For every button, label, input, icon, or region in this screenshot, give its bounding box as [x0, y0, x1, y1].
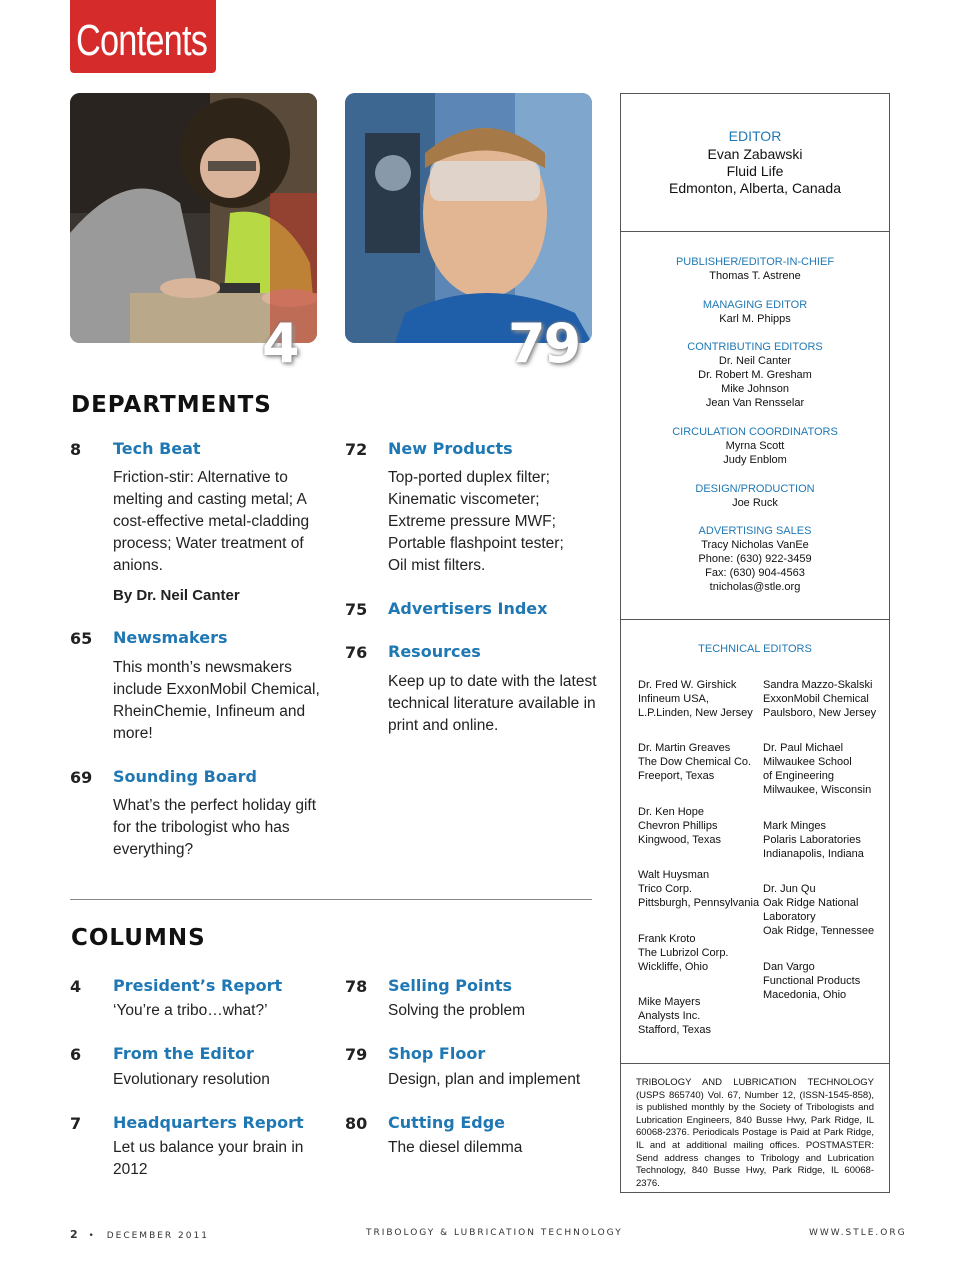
staff-group	[621, 298, 889, 326]
staff-phone: Phone: (630) 922-3459	[698, 553, 812, 565]
entry-description: What’s the perfect holiday gift for the tribologist who has everything?	[113, 797, 317, 858]
entry-description: Let us balance your brain in 2012	[113, 1139, 304, 1178]
entry-page-number: 65	[70, 629, 93, 648]
staff-name: Tracy Nicholas VanEe	[701, 539, 809, 551]
technical-editor: Sandra Mazzo-Skalski ExxonMobil Chemical Paulsboro, New Jersey	[763, 679, 877, 719]
technical-editor: Dr. Paul Michael Milwaukee School of Engineering Milwaukee, Wisconsin	[763, 742, 872, 796]
staff-name: Myrna Scott	[725, 440, 785, 452]
technical-editor: Frank Kroto The Lubrizol Corp. Wickliffe, Ohio	[638, 933, 729, 973]
entry-title-link[interactable]: From the Editor	[113, 1044, 254, 1063]
staff-role: CIRCULATION COORDINATORS	[672, 426, 838, 438]
staff-name: Dr. Neil Canter	[718, 355, 792, 367]
entry-description: Design, plan and implement	[388, 1071, 581, 1088]
staff-name: Jean Van Rensselar	[705, 397, 805, 409]
staff-name: Judy Enblom	[723, 454, 787, 466]
editor-company: Fluid Life	[726, 163, 784, 179]
staff-group	[621, 340, 889, 410]
entry-description: ‘You’re a tribo…what?’	[113, 1002, 268, 1019]
contents-header	[70, 0, 216, 73]
staff-role: CONTRIBUTING EDITORS	[687, 341, 823, 353]
technical-editor: Mike Mayers Analysts Inc. Stafford, Texas	[638, 996, 711, 1036]
footer-separator: •	[88, 1231, 96, 1241]
technical-editor: Dr. Jun Qu Oak Ridge National Laboratory Oak Ridge, Tennessee	[763, 883, 875, 937]
entry-page-number: 75	[345, 600, 368, 619]
staff-group	[621, 425, 889, 467]
footer-page-number: 2	[70, 1228, 78, 1241]
staff-fax: Fax: (630) 904-4563	[705, 567, 805, 579]
photo-page-number: 79	[508, 312, 580, 375]
entry-page-number: 78	[345, 977, 368, 996]
footer-website-link[interactable]: WWW.STLE.ORG	[809, 1228, 907, 1238]
entry-description: This month’s newsmakers include ExxonMobil Chemical, RheinChemie, Infineum and more!	[113, 659, 320, 742]
masthead-technical-editors-box	[620, 619, 890, 1064]
entry-title-link[interactable]: Tech Beat	[113, 439, 201, 458]
staff-name: Karl M. Phipps	[719, 313, 791, 325]
page-title: Contents	[76, 16, 208, 65]
entry-page-number: 4	[70, 977, 82, 996]
entry-description: Evolutionary resolution	[113, 1071, 270, 1088]
staff-group	[621, 255, 889, 283]
technical-editor: Dr. Ken Hope Chevron Phillips Kingwood, Texas	[638, 806, 721, 846]
entry-page-number: 79	[345, 1045, 368, 1064]
publication-notice-box	[620, 1063, 890, 1193]
staff-role: ADVERTISING SALES	[698, 525, 812, 537]
entry-description: Friction-stir: Alternative to melting and casting metal; A cost-effective metal-cladding process; Water treatment of anions.	[113, 469, 310, 574]
entry-page-number: 80	[345, 1114, 368, 1133]
photo-page-number: 4	[262, 312, 298, 375]
masthead-editor-box	[620, 93, 890, 232]
staff-role: MANAGING EDITOR	[702, 299, 808, 311]
footer-date: DECEMBER 2011	[106, 1231, 209, 1241]
technical-editor: Mark Minges Polaris Laboratories Indianapolis, Indiana	[763, 820, 864, 860]
entry-byline: By Dr. Neil Canter	[113, 587, 240, 604]
entry-title-link[interactable]: President’s Report	[113, 976, 283, 995]
entry-title-link[interactable]: Newsmakers	[113, 628, 228, 647]
entry-page-number: 76	[345, 643, 368, 662]
technical-editor: Dr. Martin Greaves The Dow Chemical Co. Freeport, Texas	[638, 742, 752, 782]
entry-page-number: 69	[70, 768, 93, 787]
entry-page-number: 8	[70, 440, 82, 459]
column-photo-technician	[345, 93, 592, 343]
technical-editor: Walt Huysman Trico Corp. Pittsburgh, Pennsylvania	[638, 869, 760, 909]
entry-title-link[interactable]: Advertisers Index	[388, 599, 548, 618]
entry-title-link[interactable]: Selling Points	[388, 976, 513, 995]
entry-title-link[interactable]: Resources	[388, 642, 481, 661]
editor-location: Edmonton, Alberta, Canada	[668, 180, 841, 196]
departments-heading: DEPARTMENTS	[71, 392, 272, 418]
staff-name: Mike Johnson	[721, 383, 789, 395]
publication-notice: TRIBOLOGY AND LUBRICATION TECHNOLOGY (USPS 865740) Vol. 67, Number 12, (ISSN-1545-858), is published monthly by the Society of Tribologists and Lubrication Engineers, 840 Busse Hwy, Park Ridge, IL 60068-2376. Periodicals Postage is Paid at Park Ridge, IL and at additional mailing offices. POSTMASTER: Send address changes to Tribology and Lubrication Technology, 840 Busse Hwy, Park Ridge, IL 60068-2376.	[636, 1077, 874, 1189]
staff-name: Thomas T. Astrene	[709, 270, 801, 282]
staff-email-link[interactable]: tnicholas@stle.org	[709, 581, 801, 593]
staff-role: DESIGN/PRODUCTION	[695, 483, 815, 495]
section-divider	[70, 899, 592, 900]
technical-editors-heading: TECHNICAL EDITORS	[698, 643, 812, 655]
entry-title-link[interactable]: Sounding Board	[113, 767, 257, 786]
staff-group	[621, 482, 889, 510]
entry-title-link[interactable]: Cutting Edge	[388, 1113, 506, 1132]
entry-title-link[interactable]: Headquarters Report	[113, 1113, 304, 1132]
technical-editor: Dan Vargo Functional Products Macedonia, Ohio	[763, 961, 861, 1001]
entry-description: The diesel dilemma	[388, 1139, 523, 1156]
staff-name: Dr. Robert M. Gresham	[698, 369, 812, 381]
footer-page-info	[70, 1228, 209, 1241]
entry-page-number: 7	[70, 1114, 82, 1133]
entry-description: Keep up to date with the latest technical literature available in print and online.	[388, 673, 597, 734]
technical-editor: Dr. Fred W. Girshick Infineum USA, L.P.Linden, New Jersey	[638, 679, 753, 719]
editor-role: EDITOR	[728, 128, 782, 144]
editor-name: Evan Zabawski	[707, 146, 803, 162]
department-photo-students	[70, 93, 317, 343]
staff-role: PUBLISHER/EDITOR-IN-CHIEF	[675, 256, 835, 268]
entry-title-link[interactable]: Shop Floor	[388, 1044, 486, 1063]
entry-description: Solving the problem	[388, 1002, 525, 1019]
columns-heading: COLUMNS	[71, 925, 206, 951]
masthead-staff-box	[620, 231, 890, 620]
entry-page-number: 72	[345, 440, 368, 459]
entry-title-link[interactable]: New Products	[388, 439, 513, 458]
staff-group	[621, 524, 889, 594]
staff-name: Joe Ruck	[732, 497, 778, 509]
footer-publication: TRIBOLOGY & LUBRICATION TECHNOLOGY	[366, 1228, 623, 1238]
entry-description: Top-ported duplex filter; Kinematic viscometer; Extreme pressure MWF; Portable flashpoint tester; Oil mist filters.	[388, 469, 564, 574]
entry-page-number: 6	[70, 1045, 82, 1064]
